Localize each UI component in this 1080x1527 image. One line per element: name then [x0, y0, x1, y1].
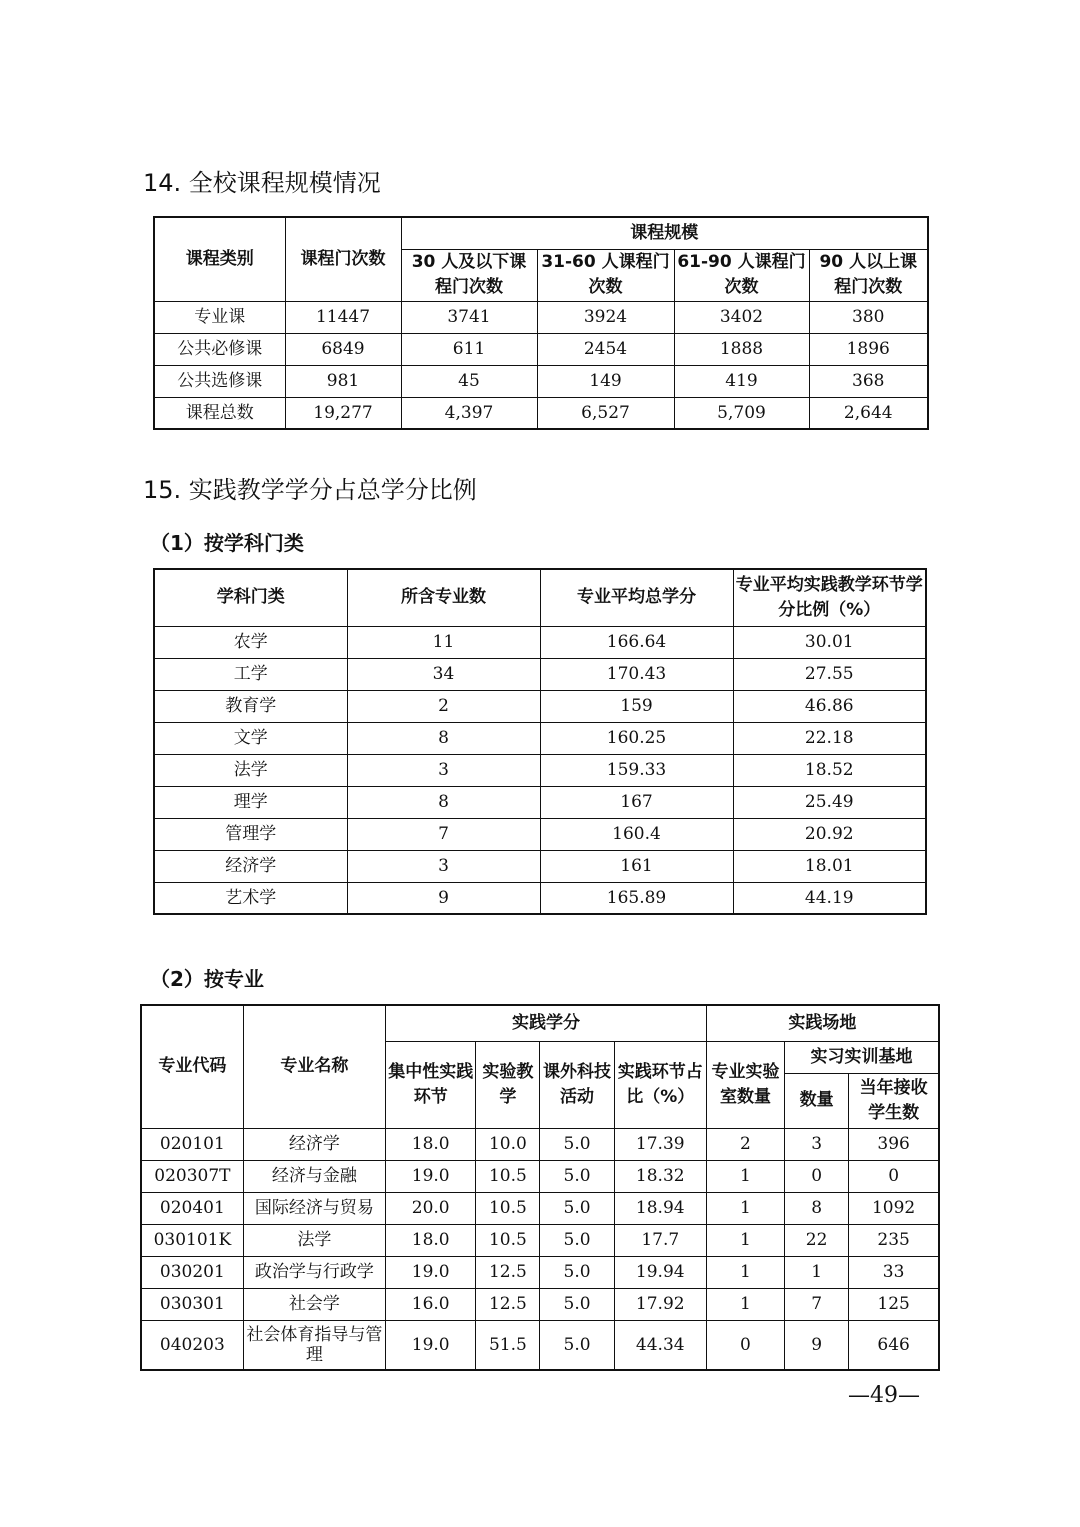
- table-cell: 3402: [674, 301, 809, 333]
- header-experiment: 实验教学: [476, 1041, 540, 1128]
- header-discipline: 学科门类: [154, 569, 347, 626]
- table-cell: 165.89: [540, 882, 733, 914]
- table-cell: 17.39: [614, 1128, 706, 1160]
- table-cell: 45: [401, 365, 537, 397]
- header-major-code: 专业代码: [141, 1005, 243, 1128]
- header-course-count: 课程门次数: [285, 217, 401, 301]
- table-cell: 170.43: [540, 658, 733, 690]
- course-scale-body: [154, 301, 928, 429]
- table-cell: 33: [849, 1256, 939, 1288]
- header-extracurricular: 课外科技活动: [540, 1041, 614, 1128]
- table-row: [154, 722, 926, 754]
- table-cell: 44.34: [614, 1320, 706, 1370]
- table-row: [154, 754, 926, 786]
- table-cell: 166.64: [540, 626, 733, 658]
- table-cell: 18.0: [386, 1224, 476, 1256]
- major-table: [140, 1004, 940, 1371]
- table-cell: 18.52: [733, 754, 926, 786]
- table-cell: 235: [849, 1224, 939, 1256]
- header-practice-credits: 实践学分: [386, 1005, 707, 1041]
- table-row: [141, 1192, 939, 1224]
- header-avg-credits: 专业平均总学分: [540, 569, 733, 626]
- table-row: [154, 333, 928, 365]
- table-cell: 22: [785, 1224, 849, 1256]
- table-row: [141, 1224, 939, 1256]
- table-cell: 11447: [285, 301, 401, 333]
- table-cell: 6,527: [537, 397, 674, 429]
- table-cell: 25.49: [733, 786, 926, 818]
- table-cell: 2: [347, 690, 540, 722]
- table-cell: 1888: [674, 333, 809, 365]
- table-cell: 1: [706, 1160, 784, 1192]
- header-course-scale: 课程规模: [401, 217, 928, 249]
- table-cell: 159: [540, 690, 733, 722]
- header-students-received: 当年接收学生数: [849, 1073, 939, 1128]
- table-cell: 020401: [141, 1192, 243, 1224]
- table-row: [154, 658, 926, 690]
- table-cell: 419: [674, 365, 809, 397]
- table-cell: 19.0: [386, 1320, 476, 1370]
- table-row: [154, 690, 926, 722]
- table-cell: 19,277: [285, 397, 401, 429]
- table-row: [141, 1160, 939, 1192]
- header-major-name: 专业名称: [243, 1005, 385, 1128]
- table-row: [141, 1320, 939, 1370]
- table-cell: 7: [347, 818, 540, 850]
- table-row: [141, 1128, 939, 1160]
- table-cell: 5.0: [540, 1160, 614, 1192]
- table-cell: 3924: [537, 301, 674, 333]
- table-cell: 5.0: [540, 1256, 614, 1288]
- header-concentrated: 集中性实践环节: [386, 1041, 476, 1128]
- table-cell: 17.7: [614, 1224, 706, 1256]
- table-row: [154, 301, 928, 333]
- table-cell: 专业课: [154, 301, 285, 333]
- table-cell: 10.5: [476, 1192, 540, 1224]
- table-row: [154, 365, 928, 397]
- table-cell: 160.4: [540, 818, 733, 850]
- table-cell: 1: [706, 1256, 784, 1288]
- table-cell: 11: [347, 626, 540, 658]
- table-cell: 5.0: [540, 1128, 614, 1160]
- table-cell: 1896: [809, 333, 928, 365]
- table-cell: 政治学与行政学: [243, 1256, 385, 1288]
- table-cell: 19.94: [614, 1256, 706, 1288]
- table-cell: 3: [785, 1128, 849, 1160]
- table-cell: 159.33: [540, 754, 733, 786]
- table-cell: 12.5: [476, 1256, 540, 1288]
- part-1-title: （1）按学科门类: [150, 531, 304, 555]
- table-row: [154, 626, 926, 658]
- table-cell: 5.0: [540, 1288, 614, 1320]
- table-cell: 农学: [154, 626, 347, 658]
- table-cell: 020307T: [141, 1160, 243, 1192]
- table-cell: 法学: [243, 1224, 385, 1256]
- table-cell: 020101: [141, 1128, 243, 1160]
- table-cell: 380: [809, 301, 928, 333]
- section-15-title: 15. 实践教学学分占总学分比例: [143, 476, 477, 504]
- table-cell: 1: [706, 1192, 784, 1224]
- table-cell: 030101K: [141, 1224, 243, 1256]
- header-lab-count: 专业实验室数量: [706, 1041, 784, 1128]
- table-row: [154, 818, 926, 850]
- header-practice-sites: 实践场地: [706, 1005, 939, 1041]
- table-row: [141, 1288, 939, 1320]
- header-gt90: 90 人以上课程门次数: [809, 249, 928, 301]
- table-cell: 19.0: [386, 1160, 476, 1192]
- table-cell: 8: [347, 722, 540, 754]
- table-cell: 1: [706, 1224, 784, 1256]
- header-course-category: 课程类别: [154, 217, 285, 301]
- table-cell: 30.01: [733, 626, 926, 658]
- table-cell: 20.0: [386, 1192, 476, 1224]
- table-row: [141, 1256, 939, 1288]
- table-cell: 16.0: [386, 1288, 476, 1320]
- table-cell: 经济学: [243, 1128, 385, 1160]
- table-cell: 艺术学: [154, 882, 347, 914]
- table-cell: 125: [849, 1288, 939, 1320]
- header-practice-ratio: 专业平均实践教学环节学分比例（%）: [733, 569, 926, 626]
- table-cell: 社会体育指导与管理: [243, 1320, 385, 1370]
- table-cell: 51.5: [476, 1320, 540, 1370]
- part-2-title: （2）按专业: [150, 967, 264, 991]
- section-14-title: 14. 全校课程规模情况: [143, 169, 381, 197]
- header-training-bases: 实习实训基地: [785, 1041, 939, 1073]
- table-cell: 1: [706, 1288, 784, 1320]
- table-cell: 981: [285, 365, 401, 397]
- table-cell: 2,644: [809, 397, 928, 429]
- table-cell: 18.0: [386, 1128, 476, 1160]
- header-61-90: 61-90 人课程门次数: [674, 249, 809, 301]
- table-cell: 18.01: [733, 850, 926, 882]
- table-cell: 2454: [537, 333, 674, 365]
- discipline-table: [153, 568, 927, 915]
- table-cell: 0: [785, 1160, 849, 1192]
- table-cell: 161: [540, 850, 733, 882]
- table-cell: 0: [706, 1320, 784, 1370]
- table-cell: 5.0: [540, 1320, 614, 1370]
- table-row: [154, 786, 926, 818]
- table-cell: 经济与金融: [243, 1160, 385, 1192]
- table-cell: 8: [785, 1192, 849, 1224]
- table-cell: 公共选修课: [154, 365, 285, 397]
- table-cell: 3: [347, 850, 540, 882]
- table-row: [154, 397, 928, 429]
- table-cell: 396: [849, 1128, 939, 1160]
- header-base-count: 数量: [785, 1073, 849, 1128]
- table-cell: 3: [347, 754, 540, 786]
- table-cell: 2: [706, 1128, 784, 1160]
- table-cell: 18.32: [614, 1160, 706, 1192]
- table-cell: 教育学: [154, 690, 347, 722]
- table-cell: 法学: [154, 754, 347, 786]
- table-cell: 8: [347, 786, 540, 818]
- table-cell: 课程总数: [154, 397, 285, 429]
- table-cell: 9: [347, 882, 540, 914]
- table-cell: 18.94: [614, 1192, 706, 1224]
- table-cell: 10.5: [476, 1224, 540, 1256]
- table-cell: 17.92: [614, 1288, 706, 1320]
- major-body: [141, 1128, 939, 1370]
- course-scale-table: [153, 216, 929, 430]
- table-cell: 030301: [141, 1288, 243, 1320]
- discipline-body: [154, 626, 926, 914]
- table-cell: 6849: [285, 333, 401, 365]
- table-cell: 国际经济与贸易: [243, 1192, 385, 1224]
- table-cell: 149: [537, 365, 674, 397]
- table-cell: 3741: [401, 301, 537, 333]
- table-cell: 工学: [154, 658, 347, 690]
- table-cell: 社会学: [243, 1288, 385, 1320]
- header-le30: 30 人及以下课程门次数: [401, 249, 537, 301]
- table-cell: 7: [785, 1288, 849, 1320]
- table-cell: 9: [785, 1320, 849, 1370]
- table-cell: 5.0: [540, 1224, 614, 1256]
- table-cell: 611: [401, 333, 537, 365]
- table-cell: 4,397: [401, 397, 537, 429]
- table-cell: 理学: [154, 786, 347, 818]
- table-cell: 1: [785, 1256, 849, 1288]
- table-cell: 10.0: [476, 1128, 540, 1160]
- table-cell: 34: [347, 658, 540, 690]
- table-cell: 12.5: [476, 1288, 540, 1320]
- table-cell: 经济学: [154, 850, 347, 882]
- header-31-60: 31-60 人课程门次数: [537, 249, 674, 301]
- table-cell: 646: [849, 1320, 939, 1370]
- table-cell: 44.19: [733, 882, 926, 914]
- header-practice-share: 实践环节占比（%）: [614, 1041, 706, 1128]
- table-cell: 368: [809, 365, 928, 397]
- table-cell: 46.86: [733, 690, 926, 722]
- table-cell: 0: [849, 1160, 939, 1192]
- table-cell: 5,709: [674, 397, 809, 429]
- table-cell: 040203: [141, 1320, 243, 1370]
- table-cell: 27.55: [733, 658, 926, 690]
- table-cell: 5.0: [540, 1192, 614, 1224]
- table-cell: 管理学: [154, 818, 347, 850]
- table-cell: 公共必修课: [154, 333, 285, 365]
- table-cell: 19.0: [386, 1256, 476, 1288]
- header-majors: 所含专业数: [347, 569, 540, 626]
- table-cell: 160.25: [540, 722, 733, 754]
- table-cell: 20.92: [733, 818, 926, 850]
- table-cell: 10.5: [476, 1160, 540, 1192]
- table-cell: 22.18: [733, 722, 926, 754]
- table-cell: 167: [540, 786, 733, 818]
- table-cell: 1092: [849, 1192, 939, 1224]
- table-row: [154, 882, 926, 914]
- table-cell: 文学: [154, 722, 347, 754]
- table-cell: 030201: [141, 1256, 243, 1288]
- page-number: —49—: [848, 1383, 920, 1408]
- table-row: [154, 850, 926, 882]
